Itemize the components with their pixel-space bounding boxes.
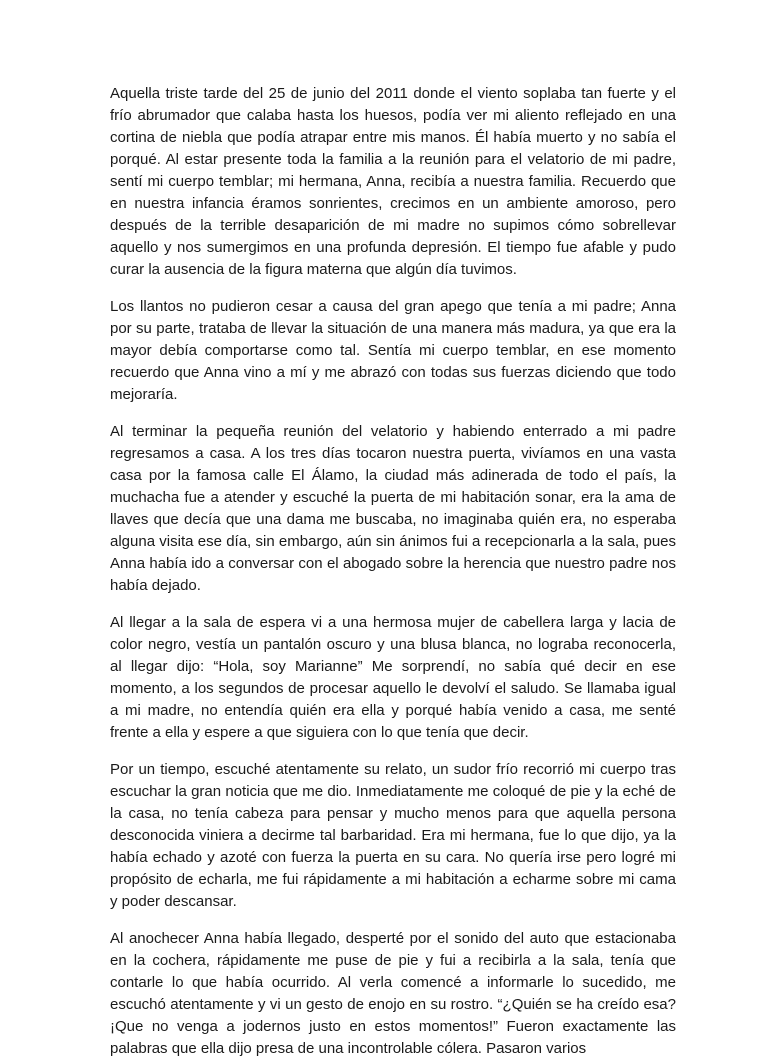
paragraph-2: Los llantos no pudieron cesar a causa del gran apego que tenía a mi padre; Anna por su parte, trataba de llevar la situación de una manera más madura, ya que era la mayor debía comportarse como tal. Sentía mi cuerpo temblar, en ese momento recuerdo que Anna vino a mí y me abrazó con todas sus fuerzas diciendo que todo mejoraría. (110, 298, 676, 403)
paragraph-3: Al terminar la pequeña reunión del velatorio y habiendo enterrado a mi padre regresamos a casa. A los tres días tocaron nuestra puerta, vivíamos en una vasta casa por la famosa calle El Álamo, la ciudad más adinerada de todo el país, la muchacha fue a atender y escuché la puerta de mi habitación sonar, era la ama de llaves que decía que una dama me buscaba, no imaginaba quién era, no esperaba alguna visita ese día, sin embargo, aún sin ánimos fui a recepcionarla a la sala, pues Anna había ido a conversar con el abogado sobre la herencia que nuestro padre nos había dejado. (110, 423, 676, 594)
paragraph-5: Por un tiempo, escuché atentamente su relato, un sudor frío recorrió mi cuerpo tras escuchar la gran noticia que me dio. Inmediatamente me coloqué de pie y la eché de la casa, no tenía cabeza para pensar y mucho menos para que aquella persona desconocida viniera a decirme tal barbaridad. Era mi hermana, fue lo que dijo, ya la había echado y azoté con fuerza la puerta en su cara. No quería irse pero logré mi propósito de echarla, me fui rápidamente a mi habitación a echarme sobre mi cama y poder descansar. (110, 761, 676, 910)
paragraph-6: Al anochecer Anna había llegado, desperté por el sonido del auto que estacionaba en la cochera, rápidamente me puse de pie y fui a recibirla a la sala, tenía que contarle lo que había ocurrido. Al verla comencé a informarle lo sucedido, me escuchó atentamente y vi un gesto de enojo en su rostro. “¿Quién se ha creído esa? ¡Que no venga a jodernos justo en estos momentos!” Fueron exactamente las palabras que ella dijo presa de una incontrolable cólera. Pasaron varios (110, 930, 676, 1057)
paragraph-4: Al llegar a la sala de espera vi a una hermosa mujer de cabellera larga y lacia de color negro, vestía un pantalón oscuro y una blusa blanca, no lograba reconocerla, al llegar dijo: “Hola, soy Marianne” Me sorprendí, no sabía qué decir en ese momento, a los segundos de procesar aquello le devolví el saludo. Se llamaba igual a mi madre, no entendía quién era ella y porqué había venido a casa, me senté frente a ella y espere a que siguiera con lo que tenía que decir. (110, 614, 676, 741)
paragraph-1: Aquella triste tarde del 25 de junio del 2011 donde el viento soplaba tan fuerte y el frío abrumador que calaba hasta los huesos, podía ver mi aliento reflejado en una cortina de niebla que podía atrapar entre mis manos. Él había muerto y no sabía el porqué. Al estar presente toda la familia a la reunión para el velatorio de mi padre, sentí mi cuerpo temblar; mi hermana, Anna, recibía a nuestra familia. Recuerdo que en nuestra infancia éramos sonrientes, crecimos en un ambiente amoroso, pero después de la terrible desaparición de mi madre no supimos cómo sobrellevar aquello y nos sumergimos en una profunda depresión. El tiempo fue afable y pudo curar la ausencia de la figura materna que algún día tuvimos. (110, 85, 676, 278)
document-body (110, 83, 676, 1060)
